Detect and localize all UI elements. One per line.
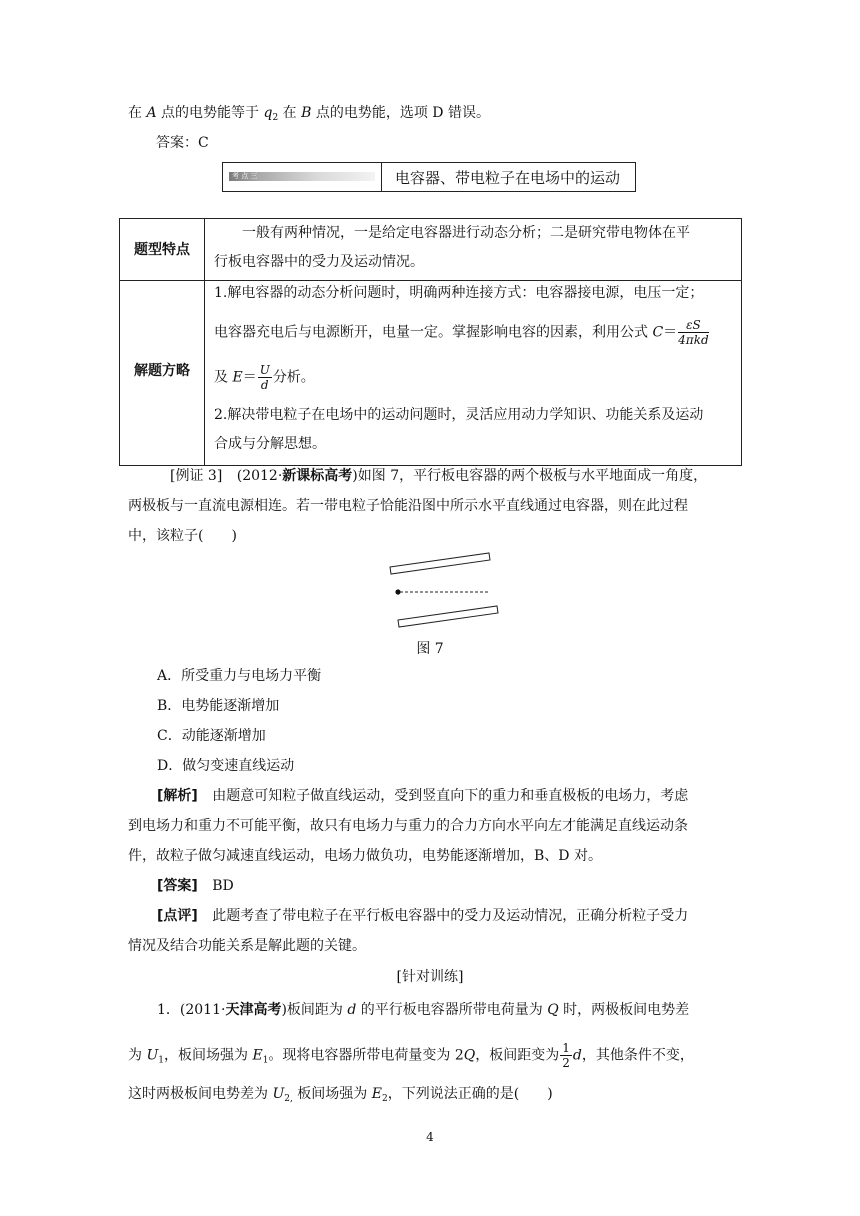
option-a: A．所受重力与电场力平衡: [157, 668, 322, 684]
subscript: 1: [262, 1055, 269, 1066]
features-line-2: 行板电容器中的受力及运动情况。: [214, 254, 424, 270]
subscript: 2,: [284, 1094, 293, 1104]
text: 时，两极板间电势差: [558, 1002, 690, 1018]
var-d: d: [347, 1002, 357, 1018]
intro-line: [128, 103, 490, 128]
example-line-2: 两极板与一直流电源相连。若一带电粒子恰能沿图中所示水平直线通过电容器，则在此过程: [128, 498, 688, 514]
text: 1．(2011·: [157, 1002, 226, 1018]
strategy-line-2: [214, 319, 710, 346]
half-fraction: [560, 1042, 572, 1069]
capacitor-figure: [380, 548, 500, 630]
training-heading: [针对训练]: [396, 969, 464, 985]
answer-tag: [答案]: [157, 878, 198, 894]
var-E: E: [371, 1086, 382, 1102]
subscript: 1: [158, 1055, 164, 1066]
text: 在: [128, 105, 147, 121]
text: 由题意可知粒子做直线运动，受到竖直向下的重力和垂直极板的电场力，考虑: [212, 788, 689, 804]
text: 电容器充电后与电源断开，电量一定。掌握影响电容的因素，利用公式: [214, 324, 653, 341]
analysis-tag: [解析]: [157, 788, 198, 804]
text: 如图 7，平行板电容器的两个极板与水平地面成一角度，: [357, 468, 708, 484]
equals: ＝: [663, 324, 678, 341]
text: 点的电势能等于: [156, 105, 264, 121]
row-header-features: 题型特点: [134, 242, 190, 258]
training-q1-line-2: [128, 1042, 694, 1071]
example-line-3: 中，该粒子( ): [128, 528, 237, 544]
var-E: E: [252, 1047, 263, 1064]
fraction-denominator: 2: [562, 1056, 570, 1070]
strategy-line-5: 合成与分解思想。: [214, 436, 326, 452]
section-badge: [229, 172, 375, 181]
strategy-line-4: 2.解决带电粒子在电场中的运动问题时，灵活应用动力学知识、功能关系及运动: [214, 407, 704, 423]
var-q: q: [263, 105, 273, 121]
fraction-numerator: U: [259, 363, 270, 377]
subscript: 2: [272, 113, 279, 123]
var-E: E: [232, 369, 243, 386]
example-source: 新课标高考: [282, 468, 353, 484]
section-header: [222, 162, 636, 192]
text: 为: [128, 1047, 147, 1064]
var-A: A: [146, 105, 157, 121]
var-U: U: [272, 1086, 285, 1102]
text: 点的电势能，选项 D 错误。: [311, 105, 490, 121]
option-b: B．电势能逐渐增加: [157, 698, 280, 714]
strategy-line-3: [214, 364, 315, 391]
text: 及: [214, 369, 233, 386]
text: )板间距为: [281, 1002, 348, 1018]
analysis-line-1: [157, 786, 688, 806]
table-hline: [120, 280, 741, 281]
comment-line-1: [157, 906, 688, 926]
text: ): [352, 468, 358, 484]
figure-caption: 图 7: [416, 641, 444, 657]
analysis-line-2: 到电场力和重力不可能平衡，故只有电场力与重力的合力方向水平向左才能满足直线运动条: [128, 818, 688, 834]
option-d: D．做匀变速直线运动: [157, 758, 295, 774]
table-vline: [204, 219, 205, 465]
text: ，板间场强为: [164, 1047, 253, 1064]
fraction-numerator: 1: [562, 1041, 570, 1055]
fraction-denominator: d: [260, 378, 269, 392]
var-B: B: [301, 105, 312, 121]
text: 的平行板电容器所带电荷量为: [356, 1002, 548, 1018]
fraction-denominator: 4πkd: [678, 333, 709, 347]
section-divider: [381, 163, 382, 191]
text: 在: [278, 105, 302, 121]
text: 此题考查了带电粒子在平行板电容器中的受力及运动情况，正确分析粒子受力: [212, 908, 689, 924]
section-badge-label: 考 点 三: [232, 172, 258, 180]
fraction-numerator: εS: [678, 319, 708, 333]
var-d: d: [572, 1047, 582, 1064]
training-q1-line-3: [128, 1084, 553, 1109]
option-c: C．动能逐渐增加: [157, 728, 266, 744]
var-Q: Q: [547, 1002, 559, 1018]
upper-plate: [390, 553, 490, 574]
text: ，板间距变为: [475, 1047, 560, 1064]
example-tag: [例证 3]: [170, 468, 223, 484]
intro-answer: 答案：C: [156, 135, 209, 151]
example-line-1: [170, 466, 707, 486]
row-header-strategy: 解题方略: [134, 363, 190, 379]
comment-line-2: 情况及结合功能关系是解此题的关键。: [128, 938, 366, 954]
answer-value: BD: [212, 878, 234, 894]
answer-line: [157, 876, 234, 896]
text: (2012·: [236, 468, 283, 484]
features-line-1: 一般有两种情况，一是给定电容器进行动态分析；二是研究带电物体在平: [242, 225, 690, 241]
question-source: 天津高考: [225, 1002, 282, 1018]
text: ，下列说法正确的是( ): [387, 1086, 553, 1102]
section-title: 电容器、带电粒子在电场中的运动: [395, 169, 621, 187]
capacitance-fraction: [678, 319, 708, 346]
particle-dot: [395, 589, 400, 594]
strategy-line-1: 1.解电容器的动态分析问题时，明确两种连接方式：电容器接电源，电压一定；: [214, 285, 704, 301]
var-Q: Q: [463, 1047, 476, 1064]
analysis-line-3: 件，故粒子做匀减速直线运动，电场力做负功，电势能逐渐增加，B、D 对。: [128, 848, 602, 864]
training-q1-line-1: [157, 1000, 689, 1020]
var-C: C: [652, 324, 664, 341]
field-fraction: [258, 364, 272, 391]
text: ，其他条件不变，: [581, 1047, 694, 1064]
page-number: 4: [426, 1130, 434, 1144]
lower-plate: [398, 606, 498, 627]
text: 板间场强为: [292, 1086, 372, 1102]
comment-tag: [点评]: [157, 908, 198, 924]
subscript: 2: [382, 1094, 388, 1104]
var-U: U: [146, 1047, 159, 1064]
text: 。现将电容器所带电荷量变为 2: [268, 1047, 464, 1064]
text: 分析。: [272, 369, 315, 386]
method-table: [119, 218, 742, 466]
text: 这时两极板间电势差为: [128, 1086, 273, 1102]
equals: ＝: [242, 369, 257, 386]
